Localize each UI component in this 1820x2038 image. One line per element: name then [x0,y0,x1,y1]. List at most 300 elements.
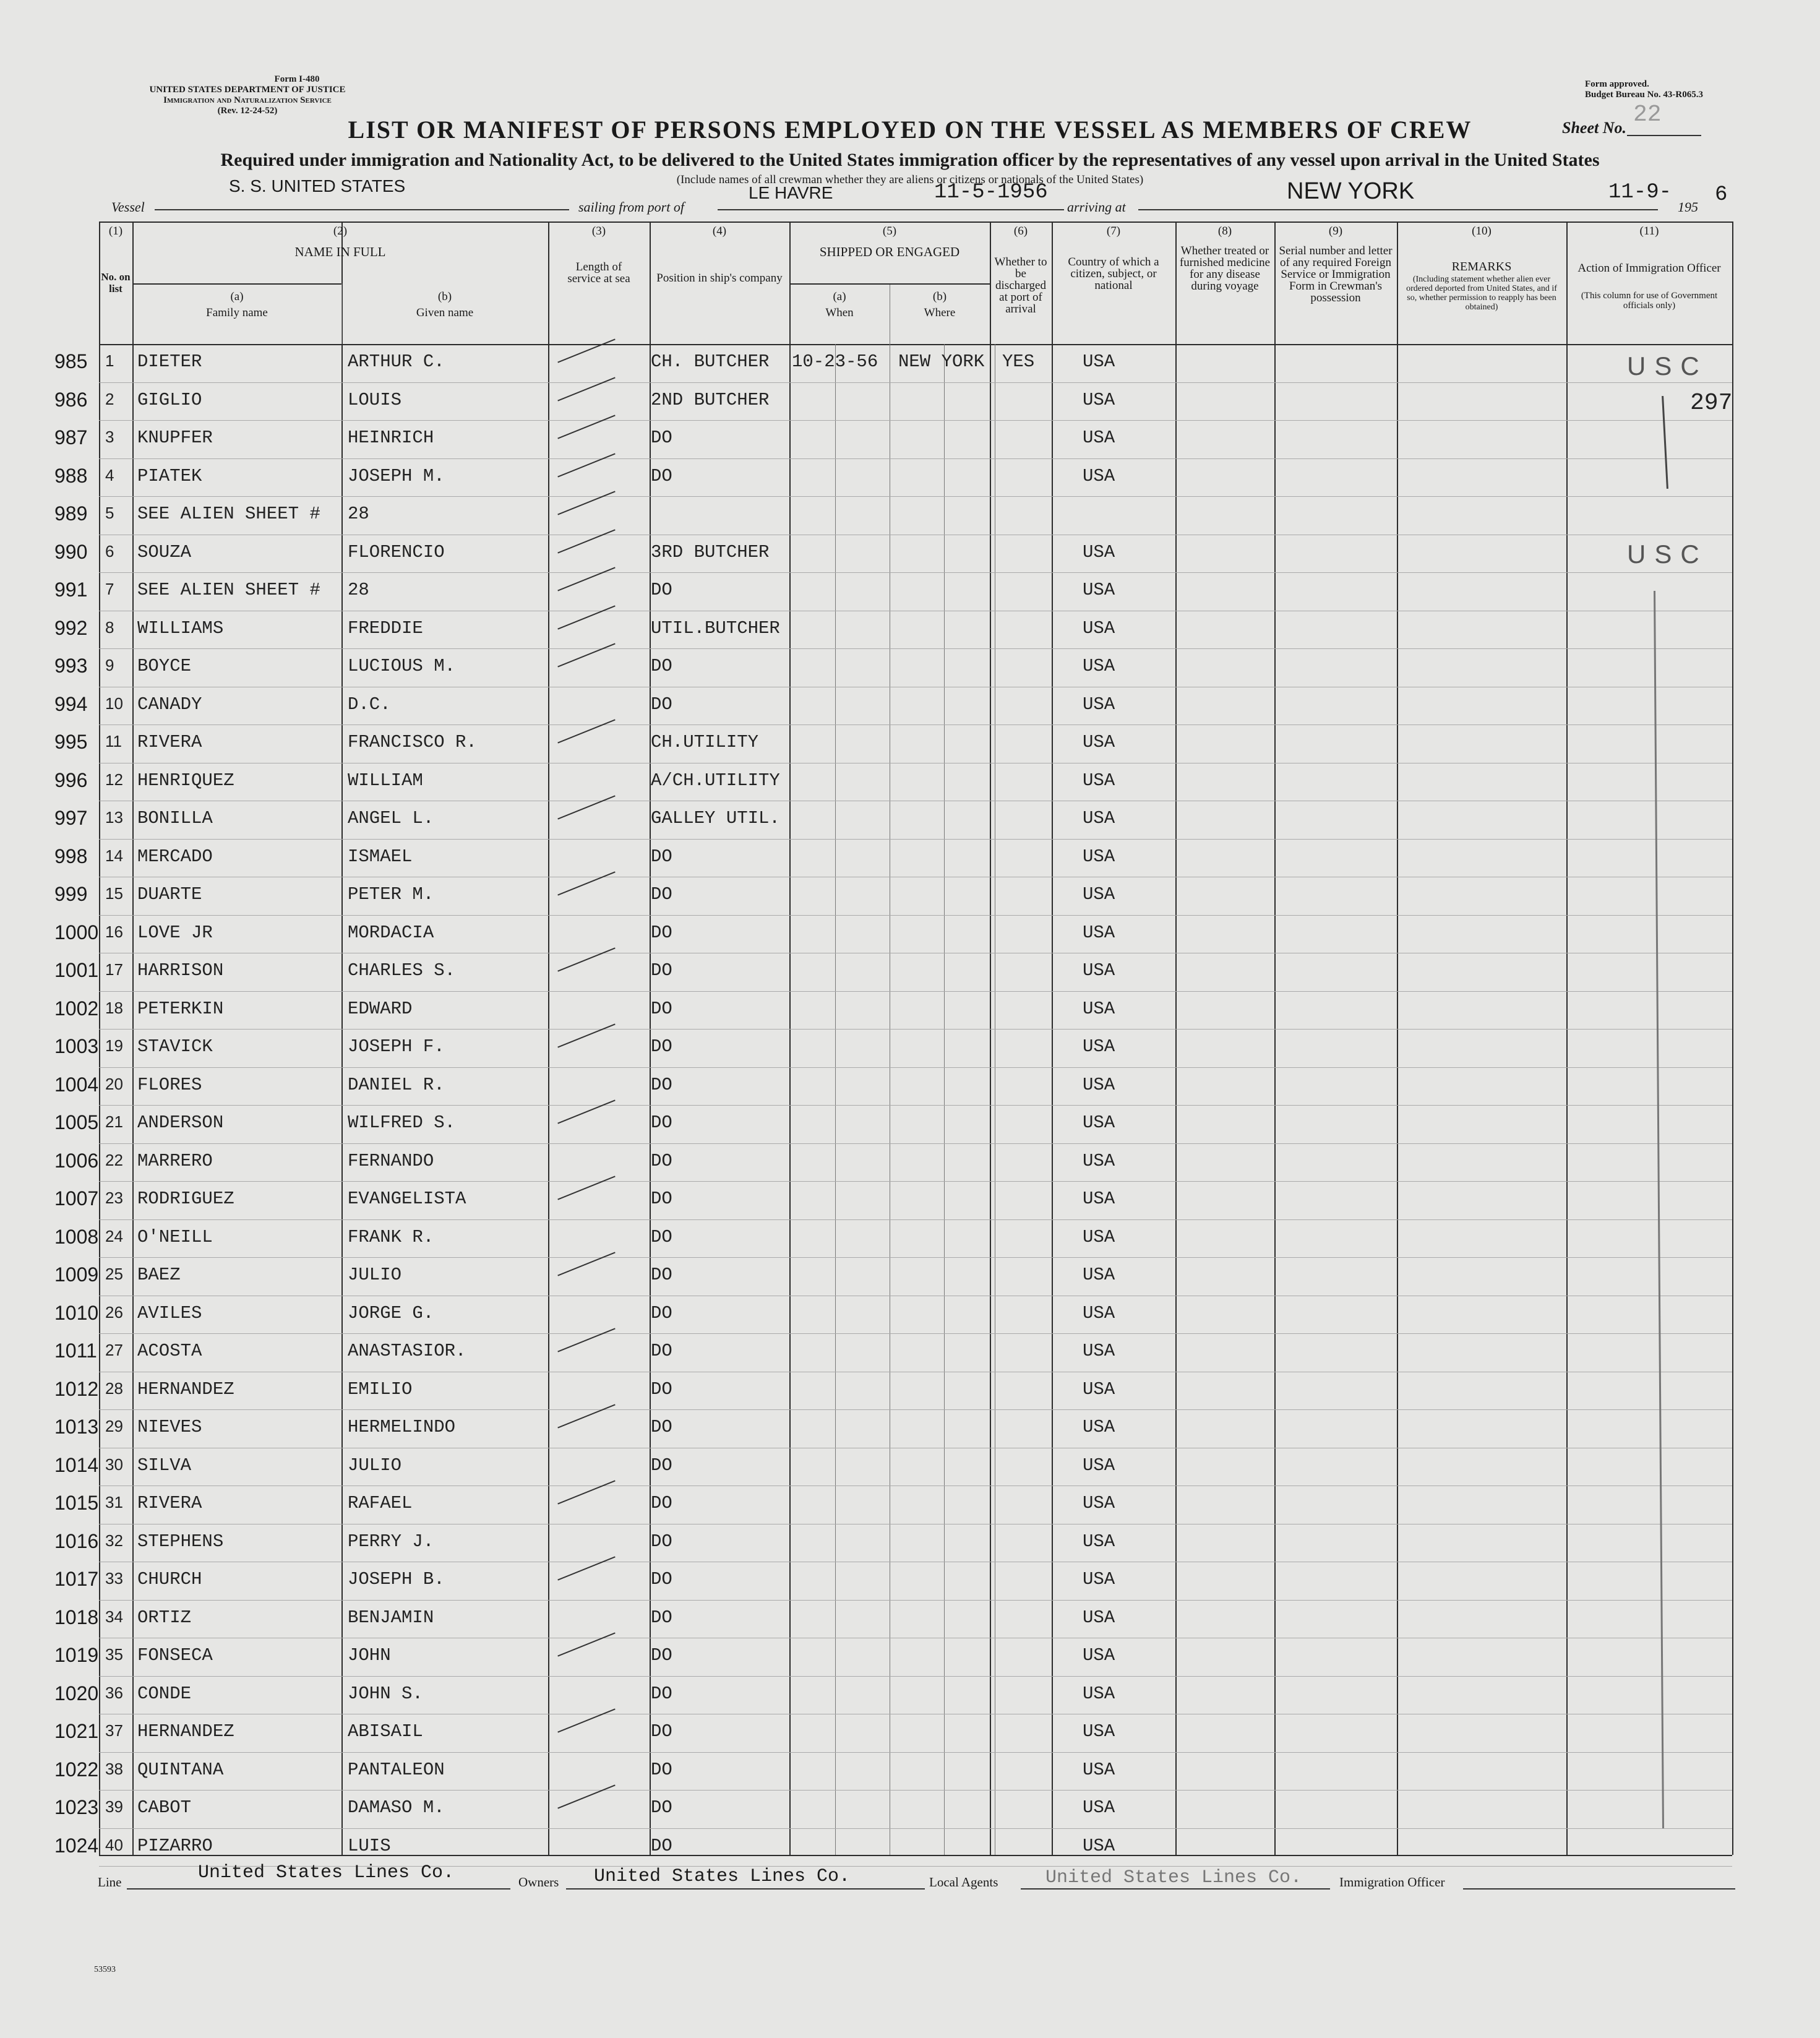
year-prefix: 195 [1678,199,1698,215]
col7-number: (7) [1106,225,1121,238]
country-cell: USA [1083,1531,1115,1552]
col1-number: (1) [108,225,123,238]
line-index: 1014 [54,1453,99,1476]
position-cell: DO [651,1265,672,1285]
table-row [54,1105,1732,1144]
country-cell: USA [1083,1683,1115,1704]
given-name-cell: JOSEPH F. [348,1036,445,1057]
country-cell: USA [1083,1797,1115,1818]
given-name-cell: CHARLES S. [348,960,456,981]
arrival-port: NEW YORK [1287,178,1415,204]
table-row [54,724,1732,763]
list-number-cell: 9 [105,656,114,674]
given-name-cell: ANGEL L. [348,808,434,828]
given-name-cell: HERMELINDO [348,1417,456,1437]
given-name-cell: RAFAEL [348,1493,413,1513]
position-cell: 3RD BUTCHER [651,541,770,562]
family-name-cell: MARRERO [137,1150,213,1171]
country-cell: USA [1083,770,1115,791]
line-underline [127,1888,510,1890]
list-number-cell: 26 [105,1302,123,1322]
family-name-cell: SEE ALIEN SHEET # [137,504,320,524]
line-name: United States Lines Co. [198,1862,455,1883]
line-index: 1024 [54,1834,99,1857]
country-cell: USA [1083,1455,1115,1476]
family-name-cell: AVILES [137,1302,202,1323]
line-index: 1019 [54,1644,99,1666]
position-cell: DO [651,1417,672,1437]
col7-header: Country of which a citizen, subject, or national [1068,256,1159,292]
col10-header: REMARKS [1451,260,1512,273]
family-name-cell: SOUZA [137,541,192,562]
vessel-name: S. S. UNITED STATES [229,176,406,196]
country-cell: USA [1083,617,1115,638]
col4-number: (4) [712,225,727,238]
line-index: 1022 [54,1758,99,1781]
family-name-cell: BOYCE [137,656,192,676]
position-cell: DO [651,465,672,486]
family-name-cell: HERNANDEZ [137,1721,234,1742]
position-cell: DO [651,1150,672,1171]
country-cell: USA [1083,580,1115,600]
line-index: 1002 [54,997,99,1020]
agents-underline [1021,1888,1330,1890]
form-number: Form I-480 [274,74,320,84]
list-number-cell: 19 [105,1036,123,1055]
position-cell: DO [651,884,672,905]
position-cell: DO [651,1835,672,1856]
table-row [54,535,1732,574]
given-name-cell: 28 [348,580,369,600]
line-index: 1000 [54,921,99,944]
line-index: 985 [54,350,88,372]
officer-underline [1463,1888,1735,1890]
line-label: Line [98,1875,122,1890]
given-name-cell: HEINRICH [348,428,434,448]
family-name-cell: DIETER [137,351,202,372]
line-index: 991 [54,578,88,601]
list-number-cell: 10 [105,694,123,713]
arrival-date: 11-9- [1608,181,1672,204]
vessel-label: Vessel [111,199,145,215]
owners-label: Owners [518,1875,559,1890]
departure-date: 11-5-1956 [934,181,1048,204]
line-index: 996 [54,768,88,791]
form-code: 53593 [94,1965,116,1974]
list-number-cell: 15 [105,884,123,903]
sheet-number: 22 [1633,101,1662,128]
position-cell: DO [651,1493,672,1513]
country-cell: USA [1083,998,1115,1019]
vessel-underline [155,209,569,210]
list-number-cell: 14 [105,846,123,865]
country-cell: USA [1083,1226,1115,1247]
country-cell: USA [1083,541,1115,562]
position-cell: DO [651,1112,672,1133]
line-index: 1013 [54,1416,99,1438]
country-cell: USA [1083,1759,1115,1780]
table-row [54,611,1732,650]
col5-number: (5) [882,225,897,238]
given-name-cell: LOUIS [348,389,402,410]
table-row [54,1219,1732,1258]
country-cell: USA [1083,1378,1115,1400]
list-number-cell: 25 [105,1265,123,1283]
given-name-cell: FLORENCIO [348,541,445,562]
table-row [54,839,1732,878]
list-number-cell: 27 [105,1341,123,1359]
agents-label: Local Agents [929,1875,998,1890]
country-cell: USA [1083,884,1115,905]
given-name-cell: JORGE G. [348,1302,434,1323]
col2-header: NAME IN FULL [294,244,386,259]
table-row [54,763,1732,802]
family-name-cell: WILLIAMS [137,617,224,638]
table-row [54,1714,1732,1753]
col6-number: (6) [1013,225,1028,238]
family-name-cell: RODRIGUEZ [137,1189,234,1209]
list-number-cell: 6 [105,541,114,561]
list-number-cell: 11 [105,732,122,750]
position-cell: DO [651,1302,672,1323]
line-index: 1004 [54,1073,99,1096]
line-index: 1017 [54,1568,99,1590]
sailing-label: sailing from port of [578,199,684,215]
line-index: 987 [54,426,88,449]
table-row [54,1828,1732,1867]
family-name-cell: O'NEILL [137,1226,213,1247]
family-name-cell: HERNANDEZ [137,1378,234,1400]
list-number-cell: 40 [105,1835,123,1854]
table-row [54,687,1732,726]
position-cell: DO [651,1645,672,1666]
line-index: 1018 [54,1606,99,1628]
table-row [54,1562,1732,1601]
country-cell: USA [1083,1341,1115,1361]
service-name: Immigration and Naturalization Service [163,95,332,105]
table-row [54,1067,1732,1106]
list-number-cell: 7 [105,580,114,598]
position-cell: DO [651,1721,672,1742]
list-number-cell: 28 [105,1378,123,1398]
list-number-cell: 12 [105,770,123,789]
name-subheader-border [132,283,341,285]
table-row [54,801,1732,840]
given-name-cell: PANTALEON [348,1759,445,1780]
usc-mark: USC [1627,540,1708,569]
budget-number: Budget Bureau No. 43-R065.3 [1585,90,1703,100]
department-name: UNITED STATES DEPARTMENT OF JUSTICE [149,85,346,95]
list-number-cell: 35 [105,1645,123,1664]
list-number-cell: 16 [105,922,123,941]
line-index: 1016 [54,1529,99,1552]
given-name-cell: JOHN S. [348,1683,423,1704]
given-name-cell: DANIEL R. [348,1074,445,1095]
line-index: 1012 [54,1377,99,1400]
line-index: 1001 [54,959,99,981]
family-name-cell: ACOSTA [137,1341,202,1361]
col2a-number: (a) [230,290,244,303]
country-cell: USA [1083,1721,1115,1742]
country-cell: USA [1083,1036,1115,1057]
given-name-cell: WILFRED S. [348,1112,456,1133]
table-top-border [99,221,1732,223]
position-cell: DO [651,1797,672,1818]
country-cell: USA [1083,656,1115,676]
table-row [54,1752,1732,1791]
position-cell: DO [651,1455,672,1476]
col9-header: Serial number and letter of any required Foreign Service or Immigration Form in Crewman's possession [1279,244,1393,304]
col10-number: (10) [1472,225,1492,238]
table-row [54,1143,1732,1182]
line-index: 1010 [54,1301,99,1324]
table-row [54,1257,1732,1296]
line-index: 1006 [54,1149,99,1172]
table-row [54,1524,1732,1563]
line-index: 997 [54,807,88,829]
family-name-cell: STAVICK [137,1036,213,1057]
country-cell: USA [1083,389,1115,410]
country-cell: USA [1083,732,1115,752]
shipped-when-cell: 10-23-56 [792,351,878,372]
table-row [54,991,1732,1030]
country-cell: USA [1083,960,1115,981]
owners-name: United States Lines Co. [594,1866,851,1887]
table-row [54,877,1732,916]
line-index: 995 [54,731,88,753]
line-index: 999 [54,883,88,905]
given-name-cell: EDWARD [348,998,413,1019]
list-number-cell: 37 [105,1721,123,1740]
family-name-cell: LOVE JR [137,922,213,943]
position-cell: DO [651,1569,672,1589]
table-row [54,458,1732,497]
table-row [54,1409,1732,1448]
family-name-cell: ANDERSON [137,1112,224,1133]
col1-header: No. on list [101,271,131,295]
line-index: 990 [54,540,88,563]
arrival-underline [1138,209,1658,210]
line-index: 1015 [54,1492,99,1514]
table-row [54,1448,1732,1487]
family-name-cell: FONSECA [137,1645,213,1666]
list-number-cell: 8 [105,617,114,637]
list-number-cell: 39 [105,1797,123,1816]
col5a-number: (a) [833,290,846,303]
position-cell: A/CH.UTILITY [651,770,780,791]
given-name-cell: EVANGELISTA [348,1189,466,1209]
arriving-label: arriving at [1067,199,1126,215]
country-cell: USA [1083,1417,1115,1437]
sheet-underline [1627,135,1701,136]
line-index: 1023 [54,1796,99,1818]
position-cell: DO [651,694,672,715]
col-border [1732,221,1733,1855]
list-number-cell: 36 [105,1683,123,1702]
given-name-cell: ABISAIL [348,1721,423,1742]
table-row [54,382,1732,421]
table-row [54,344,1732,383]
family-name-cell: FLORES [137,1074,202,1095]
position-cell: DO [651,580,672,600]
col4-header: Position in ship's company [656,272,783,285]
position-cell: DO [651,998,672,1019]
given-name-cell: LUCIOUS M. [348,656,456,676]
col11-note: (This column for use of Government officials only) [1581,291,1718,311]
table-row [54,420,1732,459]
table-row [54,1676,1732,1715]
owners-underline [566,1888,925,1890]
table-row [54,1638,1732,1677]
usc-mark: USC [1627,351,1708,381]
family-name-cell: PETERKIN [137,998,224,1019]
include-note: (Include names of all crewman whether they are aliens or citizens or nationals of the United States) [676,173,1144,186]
form-header [87,74,408,116]
position-cell: DO [651,1759,672,1780]
family-name-cell: RIVERA [137,732,202,752]
family-name-cell: MERCADO [137,846,213,867]
given-name-cell: JOHN [348,1645,391,1666]
line-index: 1007 [54,1187,99,1210]
line-index: 993 [54,655,88,677]
given-name-cell: FRANK R. [348,1226,434,1247]
family-name-cell: CHURCH [137,1569,202,1589]
position-cell: GALLEY UTIL. [651,808,780,828]
given-name-cell: JULIO [348,1265,402,1285]
list-number-cell: 32 [105,1531,123,1550]
given-name-cell: ISMAEL [348,846,413,867]
family-name-cell: ORTIZ [137,1607,192,1628]
line-index: 998 [54,845,88,867]
table-row [54,648,1732,687]
country-cell: USA [1083,1150,1115,1171]
list-number-cell: 30 [105,1455,123,1474]
country-cell: USA [1083,1493,1115,1513]
country-cell: USA [1083,1569,1115,1589]
discharge-cell: YES [1002,351,1035,372]
col8-number: (8) [1217,225,1232,238]
page-subtitle: Required under immigration and Nationality Act, to be delivered to the United States immigration officer by the representatives of any vessel upon arrival in the United States [220,150,1600,170]
given-name-cell: JOSEPH B. [348,1569,445,1589]
family-name-cell: PIZARRO [137,1835,213,1856]
position-cell: DO [651,1531,672,1552]
list-number-cell: 17 [105,960,123,979]
list-number-cell: 22 [105,1150,123,1169]
list-number-cell: 4 [105,465,114,484]
family-name-cell: HENRIQUEZ [137,770,234,791]
table-row [54,1333,1732,1372]
page-title: LIST OR MANIFEST OF PERSONS EMPLOYED ON THE VESSEL AS MEMBERS OF CREW [348,116,1472,144]
list-number-cell: 2 [105,389,114,408]
line-index: 1011 [54,1339,97,1362]
col11-header: Action of Immigration Officer [1577,262,1721,275]
table-row [54,1372,1732,1411]
list-number-cell: 34 [105,1607,123,1626]
list-number-cell: 24 [105,1226,123,1245]
position-cell: DO [651,1036,672,1057]
list-number-cell: 20 [105,1074,123,1093]
position-cell: DO [651,1341,672,1361]
given-name-cell: FRANCISCO R. [348,732,477,752]
shipped-where-cell: NEW YORK [898,351,985,372]
service-tick-mark [557,338,615,363]
given-name-cell: JULIO [348,1455,402,1476]
list-number-cell: 23 [105,1189,123,1207]
officer-label: Immigration Officer [1339,1875,1445,1890]
table-row [54,953,1732,992]
given-name-cell: 28 [348,504,369,524]
col5-header: SHIPPED OR ENGAGED [819,244,960,259]
year-suffix: 6 [1715,183,1728,207]
family-name-cell: SILVA [137,1455,192,1476]
col9-number: (9) [1328,225,1343,238]
country-cell: USA [1083,808,1115,828]
count-mark: 297 [1690,390,1733,416]
family-name-cell: NIEVES [137,1417,202,1437]
list-number-cell: 38 [105,1759,123,1778]
list-number-cell: 1 [105,351,114,370]
line-index: 988 [54,464,88,487]
family-name-cell: CANADY [137,694,202,715]
position-cell: DO [651,1683,672,1704]
list-number-cell: 33 [105,1569,123,1588]
table-row [54,1296,1732,1335]
col2a-header: Family name [206,306,268,319]
list-number-cell: 29 [105,1417,123,1435]
agents-name: United States Lines Co. [1045,1867,1302,1888]
family-name-cell: CABOT [137,1797,192,1818]
country-cell: USA [1083,1835,1115,1856]
family-name-cell: GIGLIO [137,389,202,410]
country-cell: USA [1083,351,1115,372]
approval-text: Form approved. [1585,79,1649,89]
col10-note: (Including statement whether alien ever ordered deported from United States, and if so, whether permission to reapply has been obtained) [1406,275,1557,312]
table-row [54,1029,1732,1068]
col8-header: Whether treated or furnished medicine for any disease during voyage [1179,244,1271,293]
line-index: 989 [54,502,88,525]
position-cell: DO [651,1189,672,1209]
given-name-cell: DAMASO M. [348,1797,445,1818]
family-name-cell: CONDE [137,1683,192,1704]
line-index: 1005 [54,1111,99,1133]
position-cell: DO [651,846,672,867]
shipped-subheader-border [789,283,990,285]
family-name-cell: KNUPFER [137,428,213,448]
country-cell: USA [1083,846,1115,867]
col6-header: Whether to be discharged at port of arrival [994,256,1047,316]
table-row [54,1790,1732,1829]
given-name-cell: MORDACIA [348,922,434,943]
position-cell: 2ND BUTCHER [651,389,770,410]
position-cell: UTIL.BUTCHER [651,617,780,638]
given-name-cell: FREDDIE [348,617,423,638]
given-name-cell: ANASTASIOR. [348,1341,466,1361]
position-cell: CH. BUTCHER [651,351,770,372]
given-name-cell: EMILIO [348,1378,413,1400]
country-cell: USA [1083,428,1115,448]
table-row [54,1486,1732,1524]
family-name-cell: BONILLA [137,808,213,828]
line-index: 1020 [54,1682,99,1705]
given-name-cell: PERRY J. [348,1531,434,1552]
crew-table [54,221,1732,1857]
port-underline [718,209,1064,210]
col2-number: (2) [333,225,348,238]
given-name-cell: D.C. [348,694,391,715]
country-cell: USA [1083,1645,1115,1666]
list-number-cell: 18 [105,998,123,1017]
sheet-label: Sheet No. [1562,119,1626,137]
